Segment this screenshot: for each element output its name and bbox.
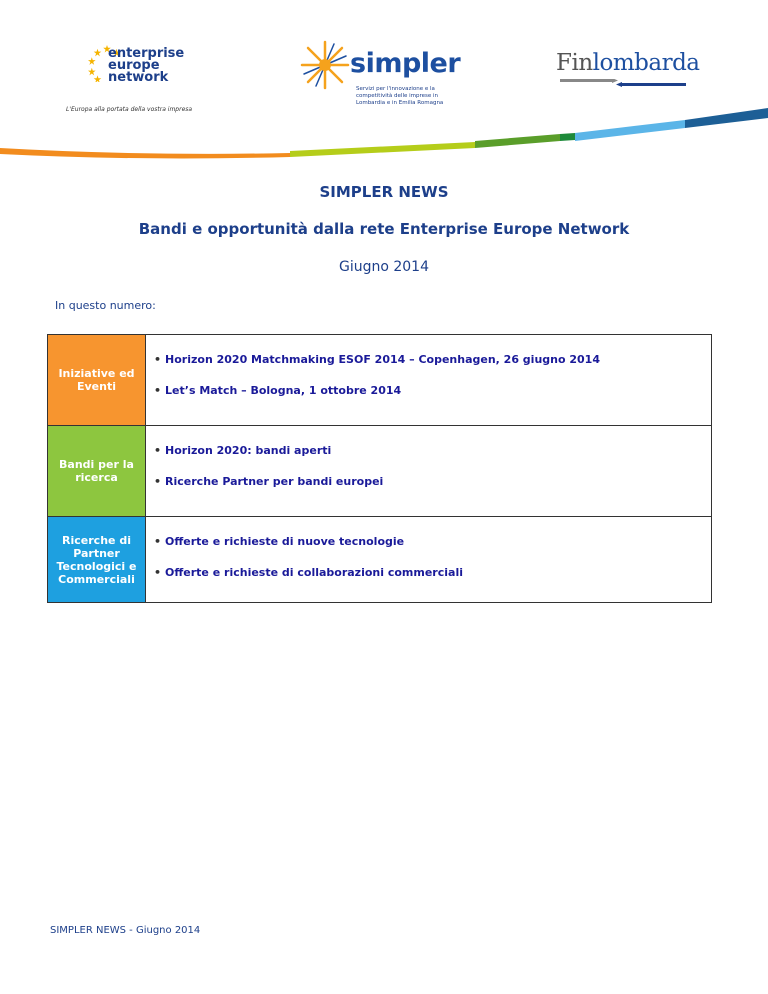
contents-link-label: Ricerche Partner per bandi europei — [165, 475, 384, 488]
page-footer: SIMPLER NEWS - Giugno 2014 — [50, 925, 201, 936]
een-tagline: L'Europa alla portata della vostra impresa — [66, 106, 193, 113]
contents-link-label: Offerte e richieste di collaborazioni commerciali — [165, 566, 463, 579]
contents-link[interactable]: • Ricerche Partner per bandi europei — [154, 475, 384, 488]
contents-row-partners — [48, 517, 711, 602]
contents-link[interactable]: • Offerte e richieste di nuove tecnologie — [154, 535, 405, 548]
newsletter-title: SIMPLER NEWS — [319, 183, 449, 201]
contents-row-events — [48, 335, 711, 426]
finlombarda-part-1: Fin — [556, 50, 593, 76]
contents-link-label: Let’s Match – Bologna, 1 ottobre 2014 — [165, 384, 402, 397]
newsletter-subtitle: Bandi e opportunità dalla rete Enterprise Europe Network — [138, 220, 630, 238]
header-swoosh-graphic — [0, 106, 768, 166]
simpler-logo-subtitle: Servizi per l'innovazione e la competitività delle imprese in Lombardia e in Emilia Romagna — [356, 86, 444, 106]
contents-link-label: Offerte e richieste di nuove tecnologie — [165, 535, 405, 548]
category-cell: Iniziative ed Eventi — [48, 335, 146, 425]
contents-link-label: Horizon 2020: bandi aperti — [165, 444, 332, 457]
finlombarda-logo — [556, 50, 700, 90]
intro-text: In questo numero: — [55, 299, 156, 312]
enterprise-europe-network-logo — [66, 44, 193, 113]
contents-link-label: Horizon 2020 Matchmaking ESOF 2014 – Copenhagen, 26 giugno 2014 — [165, 353, 600, 366]
contents-row-research — [48, 426, 711, 517]
star-burst-icon — [298, 38, 352, 92]
contents-link[interactable]: • Horizon 2020 Matchmaking ESOF 2014 – Copenhagen, 26 giugno 2014 — [154, 353, 600, 366]
contents-link[interactable]: • Offerte e richieste di collaborazioni commerciali — [154, 566, 463, 579]
simpler-logo-name: simpler — [350, 48, 461, 79]
een-line-1: enterprise — [108, 46, 185, 61]
arrows-icon — [556, 79, 690, 87]
category-cell: Bandi per la ricerca — [48, 426, 146, 516]
een-line-3: network — [108, 70, 169, 85]
category-cell: Ricerche di Partner Tecnologici e Commerciali — [48, 517, 146, 602]
een-line-2: europe — [108, 58, 160, 73]
newsletter-date: Giugno 2014 — [338, 259, 429, 275]
contents-table — [47, 334, 712, 603]
contents-link[interactable]: • Horizon 2020: bandi aperti — [154, 444, 332, 457]
contents-link[interactable]: • Let’s Match – Bologna, 1 ottobre 2014 — [154, 384, 402, 397]
finlombarda-part-2: lombarda — [592, 50, 700, 76]
